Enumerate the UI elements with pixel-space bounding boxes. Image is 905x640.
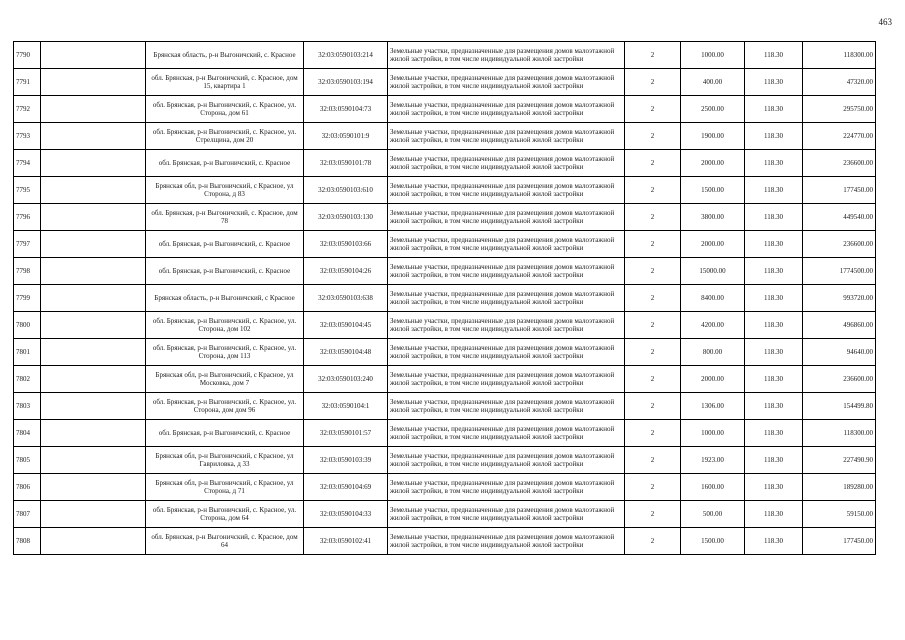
rate-cell: 118.30	[745, 339, 803, 366]
cadastral-number-cell: 32:03:0590103:610	[304, 177, 388, 204]
rate-cell: 118.30	[745, 474, 803, 501]
area-cell: 1923.00	[681, 447, 745, 474]
empty-cell	[41, 258, 146, 285]
area-cell: 15000.00	[681, 258, 745, 285]
cadastral-number-cell: 32:03:0590104:33	[304, 501, 388, 528]
table-row	[14, 150, 876, 177]
area-cell: 2500.00	[681, 96, 745, 123]
row-number-cell: 7797	[14, 231, 41, 258]
address-cell: Брянская обл, р-н Выгоничский, с Красное, ул Московка, дом 7	[146, 366, 304, 393]
land-use-cell: Земельные участки, предназначенные для размещения домов малоэтажной жилой застройки, в том числе индивидуальной жилой застройки	[388, 366, 625, 393]
group-cell: 2	[625, 285, 681, 312]
group-cell: 2	[625, 366, 681, 393]
row-number-cell: 7799	[14, 285, 41, 312]
address-cell: обл. Брянская, р-н Выгоничский, с. Красное, ул. Стрелщина, дом 20	[146, 123, 304, 150]
group-cell: 2	[625, 501, 681, 528]
land-use-cell: Земельные участки, предназначенные для размещения домов малоэтажной жилой застройки, в том числе индивидуальной жилой застройки	[388, 177, 625, 204]
cadastral-cost-cell: 295750.00	[803, 96, 876, 123]
cadastral-number-cell: 32:03:0590103:130	[304, 204, 388, 231]
area-cell: 800.00	[681, 339, 745, 366]
rate-cell: 118.30	[745, 42, 803, 69]
cadastral-number-cell: 32:03:0590103:214	[304, 42, 388, 69]
table-row	[14, 393, 876, 420]
rate-cell: 118.30	[745, 447, 803, 474]
cadastral-number-cell: 32:03:0590103:39	[304, 447, 388, 474]
rate-cell: 118.30	[745, 393, 803, 420]
group-cell: 2	[625, 312, 681, 339]
land-use-cell: Земельные участки, предназначенные для размещения домов малоэтажной жилой застройки, в том числе индивидуальной жилой застройки	[388, 204, 625, 231]
area-cell: 1306.00	[681, 393, 745, 420]
row-number-cell: 7793	[14, 123, 41, 150]
cadastral-cost-cell: 236600.00	[803, 231, 876, 258]
row-number-cell: 7802	[14, 366, 41, 393]
area-cell: 4200.00	[681, 312, 745, 339]
cadastral-cost-cell: 496860.00	[803, 312, 876, 339]
area-cell: 1900.00	[681, 123, 745, 150]
address-cell: обл. Брянская, р-н Выгоничский, с. Красное, ул. Сторона, дом 113	[146, 339, 304, 366]
cadastral-cost-cell: 236600.00	[803, 366, 876, 393]
row-number-cell: 7794	[14, 150, 41, 177]
land-use-cell: Земельные участки, предназначенные для размещения домов малоэтажной жилой застройки, в том числе индивидуальной жилой застройки	[388, 69, 625, 96]
table-row	[14, 258, 876, 285]
rate-cell: 118.30	[745, 366, 803, 393]
cadastral-cost-cell: 993720.00	[803, 285, 876, 312]
cadastral-number-cell: 32:03:0590102:41	[304, 528, 388, 555]
empty-cell	[41, 177, 146, 204]
empty-cell	[41, 42, 146, 69]
row-number-cell: 7807	[14, 501, 41, 528]
cadastral-cost-cell: 59150.00	[803, 501, 876, 528]
area-cell: 2000.00	[681, 366, 745, 393]
cadastral-cost-cell: 177450.00	[803, 177, 876, 204]
area-cell: 500.00	[681, 501, 745, 528]
cadastral-cost-cell: 118300.00	[803, 420, 876, 447]
address-cell: обл. Брянская, р-н Выгоничский, с. Красное	[146, 258, 304, 285]
land-use-cell: Земельные участки, предназначенные для размещения домов малоэтажной жилой застройки, в том числе индивидуальной жилой застройки	[388, 123, 625, 150]
cadastral-number-cell: 32:03:0590104:69	[304, 474, 388, 501]
group-cell: 2	[625, 123, 681, 150]
address-cell: обл. Брянская, р-н Выгоничский, с. Красное, дом 78	[146, 204, 304, 231]
empty-cell	[41, 474, 146, 501]
row-number-cell: 7803	[14, 393, 41, 420]
table-row	[14, 231, 876, 258]
cadastral-cost-cell: 227490.90	[803, 447, 876, 474]
address-cell: обл. Брянская, р-н Выгоничский, с. Красное, ул. Сторона, дом дом 96	[146, 393, 304, 420]
row-number-cell: 7795	[14, 177, 41, 204]
area-cell: 3800.00	[681, 204, 745, 231]
cadastral-number-cell: 32:03:0590103:240	[304, 366, 388, 393]
cadastral-cost-cell: 224770.00	[803, 123, 876, 150]
row-number-cell: 7804	[14, 420, 41, 447]
area-cell: 1500.00	[681, 177, 745, 204]
table-row	[14, 366, 876, 393]
cadastral-number-cell: 32:03:0590104:73	[304, 96, 388, 123]
rate-cell: 118.30	[745, 123, 803, 150]
address-cell: обл. Брянская, р-н Выгоничский, с. Красное	[146, 231, 304, 258]
cadastral-cost-cell: 236600.00	[803, 150, 876, 177]
address-cell: Брянская область, р-н Выгоничский, с. Красное	[146, 42, 304, 69]
empty-cell	[41, 501, 146, 528]
land-use-cell: Земельные участки, предназначенные для размещения домов малоэтажной жилой застройки, в том числе индивидуальной жилой застройки	[388, 420, 625, 447]
area-cell: 8400.00	[681, 285, 745, 312]
table-row	[14, 285, 876, 312]
rate-cell: 118.30	[745, 312, 803, 339]
address-cell: Брянская обл, р-н Выгоничский, с Красное, ул Сторона, д 83	[146, 177, 304, 204]
cadastral-cost-cell: 189280.00	[803, 474, 876, 501]
land-use-cell: Земельные участки, предназначенные для размещения домов малоэтажной жилой застройки, в том числе индивидуальной жилой застройки	[388, 285, 625, 312]
address-cell: обл. Брянская, р-н Выгоничский, с. Красное, ул. Сторона, дом 102	[146, 312, 304, 339]
row-number-cell: 7798	[14, 258, 41, 285]
area-cell: 1500.00	[681, 528, 745, 555]
group-cell: 2	[625, 393, 681, 420]
table-row	[14, 528, 876, 555]
group-cell: 2	[625, 177, 681, 204]
land-use-cell: Земельные участки, предназначенные для размещения домов малоэтажной жилой застройки, в том числе индивидуальной жилой застройки	[388, 42, 625, 69]
row-number-cell: 7800	[14, 312, 41, 339]
row-number-cell: 7805	[14, 447, 41, 474]
rate-cell: 118.30	[745, 231, 803, 258]
empty-cell	[41, 393, 146, 420]
cadastral-cost-cell: 94640.00	[803, 339, 876, 366]
cadastral-number-cell: 32:03:0590103:638	[304, 285, 388, 312]
rate-cell: 118.30	[745, 204, 803, 231]
land-plot-table	[13, 41, 876, 555]
cadastral-cost-cell: 47320.00	[803, 69, 876, 96]
area-cell: 1600.00	[681, 474, 745, 501]
table-row	[14, 123, 876, 150]
area-cell: 2000.00	[681, 231, 745, 258]
rate-cell: 118.30	[745, 69, 803, 96]
group-cell: 2	[625, 96, 681, 123]
rate-cell: 118.30	[745, 501, 803, 528]
cadastral-cost-cell: 1774500.00	[803, 258, 876, 285]
rate-cell: 118.30	[745, 96, 803, 123]
area-cell: 2000.00	[681, 150, 745, 177]
table-row	[14, 96, 876, 123]
land-use-cell: Земельные участки, предназначенные для размещения домов малоэтажной жилой застройки, в том числе индивидуальной жилой застройки	[388, 339, 625, 366]
rate-cell: 118.30	[745, 528, 803, 555]
group-cell: 2	[625, 150, 681, 177]
row-number-cell: 7796	[14, 204, 41, 231]
address-cell: обл. Брянская, р-н Выгоничский, с. Красное	[146, 420, 304, 447]
group-cell: 2	[625, 42, 681, 69]
cadastral-number-cell: 32:03:0590101:78	[304, 150, 388, 177]
cadastral-cost-cell: 177450.00	[803, 528, 876, 555]
land-use-cell: Земельные участки, предназначенные для размещения домов малоэтажной жилой застройки, в том числе индивидуальной жилой застройки	[388, 96, 625, 123]
table-row	[14, 474, 876, 501]
page-number: 463	[878, 17, 892, 27]
group-cell: 2	[625, 420, 681, 447]
table-row	[14, 42, 876, 69]
land-use-cell: Земельные участки, предназначенные для размещения домов малоэтажной жилой застройки, в том числе индивидуальной жилой застройки	[388, 312, 625, 339]
row-number-cell: 7791	[14, 69, 41, 96]
empty-cell	[41, 312, 146, 339]
group-cell: 2	[625, 447, 681, 474]
table-row	[14, 420, 876, 447]
cadastral-number-cell: 32:03:0590104:26	[304, 258, 388, 285]
cadastral-number-cell: 32:03:0590103:66	[304, 231, 388, 258]
cadastral-number-cell: 32:03:0590101:57	[304, 420, 388, 447]
group-cell: 2	[625, 339, 681, 366]
address-cell: обл. Брянская, р-н Выгоничский, с. Красное, дом 64	[146, 528, 304, 555]
rate-cell: 118.30	[745, 420, 803, 447]
empty-cell	[41, 339, 146, 366]
address-cell: обл. Брянская, р-н Выгоничский, с. Красное, дом 15, квартира 1	[146, 69, 304, 96]
land-use-cell: Земельные участки, предназначенные для размещения домов малоэтажной жилой застройки, в том числе индивидуальной жилой застройки	[388, 474, 625, 501]
land-use-cell: Земельные участки, предназначенные для размещения домов малоэтажной жилой застройки, в том числе индивидуальной жилой застройки	[388, 393, 625, 420]
land-use-cell: Земельные участки, предназначенные для размещения домов малоэтажной жилой застройки, в том числе индивидуальной жилой застройки	[388, 501, 625, 528]
group-cell: 2	[625, 69, 681, 96]
address-cell: обл. Брянская, р-н Выгоничский, с. Красное, ул. Сторона, дом 61	[146, 96, 304, 123]
empty-cell	[41, 123, 146, 150]
table-row	[14, 447, 876, 474]
table-row	[14, 501, 876, 528]
rate-cell: 118.30	[745, 177, 803, 204]
table-row	[14, 339, 876, 366]
cadastral-number-cell: 32:03:0590103:194	[304, 69, 388, 96]
area-cell: 400.00	[681, 69, 745, 96]
row-number-cell: 7792	[14, 96, 41, 123]
land-use-cell: Земельные участки, предназначенные для размещения домов малоэтажной жилой застройки, в том числе индивидуальной жилой застройки	[388, 528, 625, 555]
cadastral-cost-cell: 449540.00	[803, 204, 876, 231]
empty-cell	[41, 150, 146, 177]
area-cell: 1000.00	[681, 42, 745, 69]
land-use-cell: Земельные участки, предназначенные для размещения домов малоэтажной жилой застройки, в том числе индивидуальной жилой застройки	[388, 258, 625, 285]
group-cell: 2	[625, 528, 681, 555]
address-cell: Брянская обл, р-н Выгоничский, с Красное, ул Сторона, д 71	[146, 474, 304, 501]
cadastral-cost-cell: 154499.80	[803, 393, 876, 420]
address-cell: Брянская область, р-н Выгоничский, с Красное	[146, 285, 304, 312]
cadastral-number-cell: 32:03:0590101:9	[304, 123, 388, 150]
cadastral-cost-cell: 118300.00	[803, 42, 876, 69]
row-number-cell: 7801	[14, 339, 41, 366]
table-row	[14, 312, 876, 339]
group-cell: 2	[625, 231, 681, 258]
land-use-cell: Земельные участки, предназначенные для размещения домов малоэтажной жилой застройки, в том числе индивидуальной жилой застройки	[388, 231, 625, 258]
table-row	[14, 177, 876, 204]
table-row	[14, 69, 876, 96]
empty-cell	[41, 420, 146, 447]
empty-cell	[41, 285, 146, 312]
address-cell: обл. Брянская, р-н Выгоничский, с. Красное	[146, 150, 304, 177]
rate-cell: 118.30	[745, 150, 803, 177]
row-number-cell: 7806	[14, 474, 41, 501]
row-number-cell: 7808	[14, 528, 41, 555]
empty-cell	[41, 96, 146, 123]
table-row	[14, 204, 876, 231]
rate-cell: 118.30	[745, 285, 803, 312]
group-cell: 2	[625, 258, 681, 285]
land-use-cell: Земельные участки, предназначенные для размещения домов малоэтажной жилой застройки, в том числе индивидуальной жилой застройки	[388, 150, 625, 177]
rate-cell: 118.30	[745, 258, 803, 285]
address-cell: обл. Брянская, р-н Выгоничский, с. Красное, ул. Сторона, дом 64	[146, 501, 304, 528]
empty-cell	[41, 69, 146, 96]
empty-cell	[41, 528, 146, 555]
group-cell: 2	[625, 474, 681, 501]
group-cell: 2	[625, 204, 681, 231]
address-cell: Брянская обл, р-н Выгоничский, с Красное, ул Гавриловка, д 33	[146, 447, 304, 474]
cadastral-number-cell: 32:03:0590104:45	[304, 312, 388, 339]
empty-cell	[41, 231, 146, 258]
empty-cell	[41, 447, 146, 474]
empty-cell	[41, 366, 146, 393]
area-cell: 1000.00	[681, 420, 745, 447]
land-use-cell: Земельные участки, предназначенные для размещения домов малоэтажной жилой застройки, в том числе индивидуальной жилой застройки	[388, 447, 625, 474]
cadastral-number-cell: 32:03:0590104:48	[304, 339, 388, 366]
cadastral-number-cell: 32:03:0590104:1	[304, 393, 388, 420]
table-body	[14, 42, 876, 555]
row-number-cell: 7790	[14, 42, 41, 69]
empty-cell	[41, 204, 146, 231]
